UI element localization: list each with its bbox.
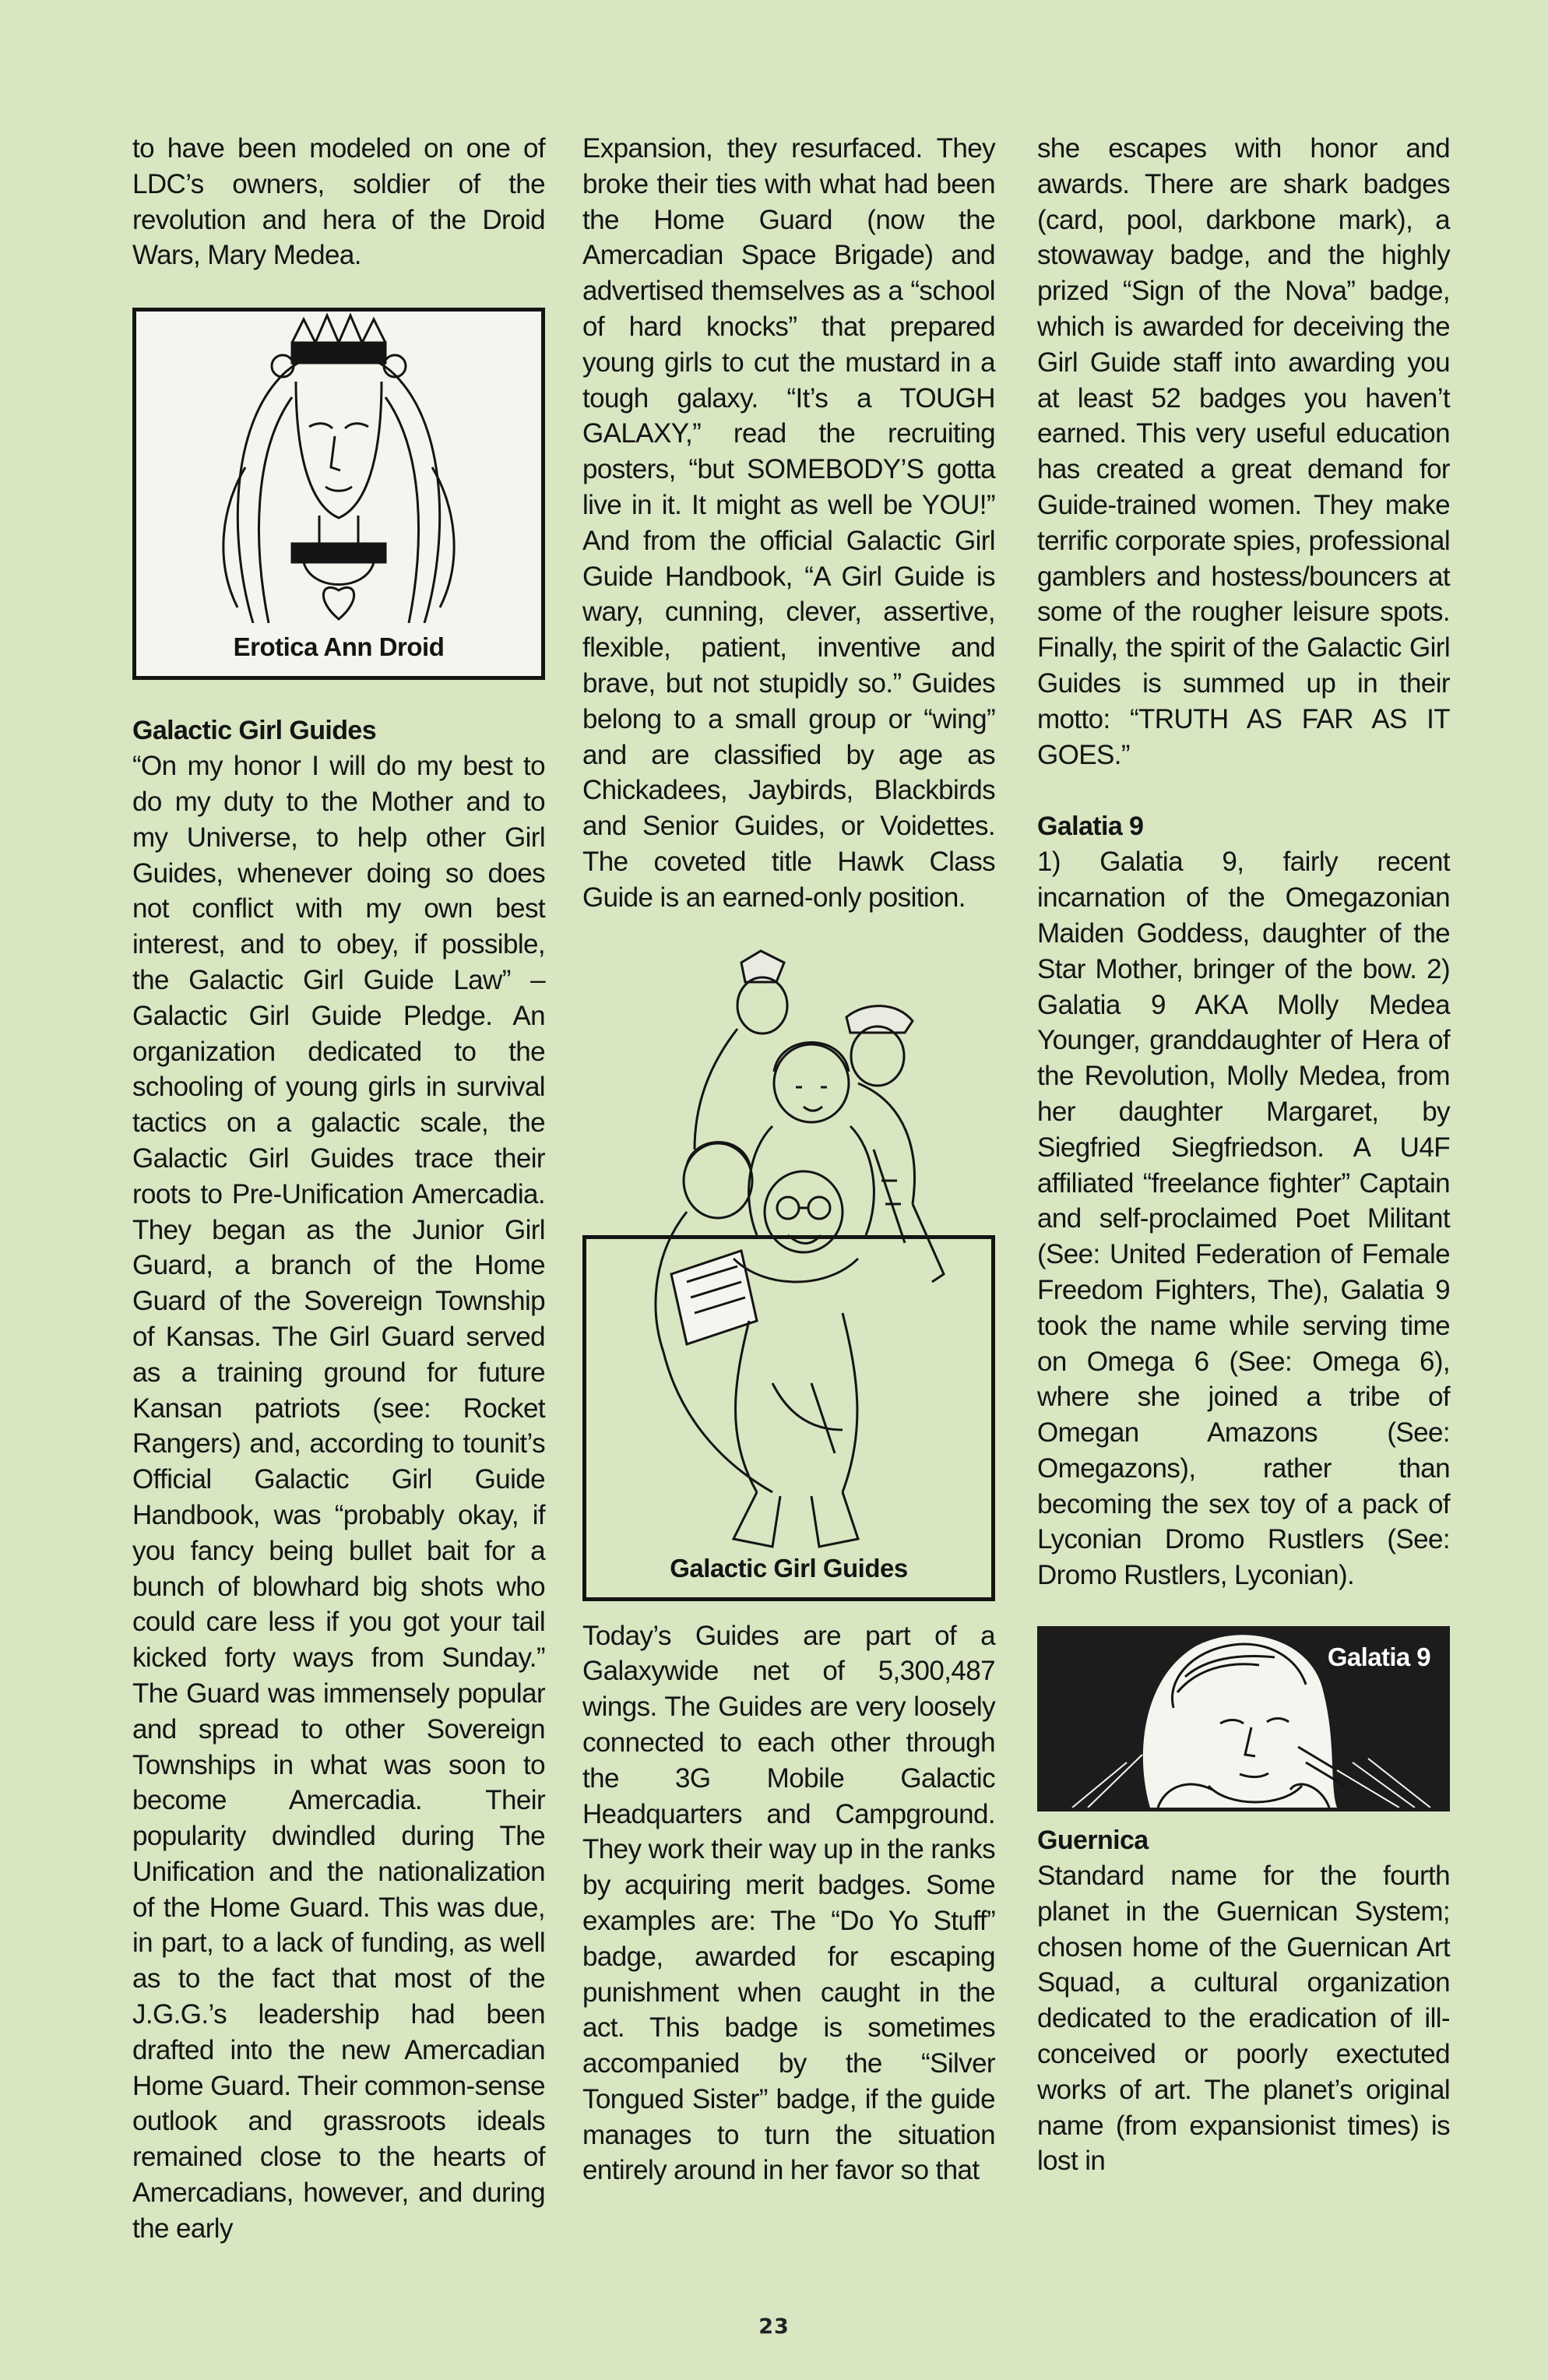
figure-caption: Galatia 9 bbox=[1327, 1642, 1430, 1672]
col3-paragraph-3: Standard name for the fourth planet in the Guernican System; chosen home of the Guernican Art Squad, a cultural organization dedicated to the eradication of ill-conceived or poorly exectuted works of art. The planet’s original name (from expansionist times) is lost in bbox=[1037, 1861, 1450, 2177]
section-heading-guernica: Guernica bbox=[1037, 1825, 1149, 1856]
col1-paragraph-1: to have been modeled on one of LDC’s owners, soldier of the revolution and hera of the Droid Wars, Mary Medea. bbox=[132, 133, 545, 271]
column-1 bbox=[132, 131, 545, 2247]
erotica-ann-droid-illustration bbox=[136, 312, 541, 623]
section-heading-galactic-girl-guides: Galactic Girl Guides bbox=[132, 716, 377, 746]
col1-paragraph-2: “On my honor I will do my best to do my duty to the Mother and to my Universe, to help other Girl Guides, whenever doing so does not conflict with my own best interest, and to obey, if possible, the Galactic Girl Guide Law” – Galactic Girl Guide Pledge. An organization dedicated to the schooling of young girls in survival tactics on a galactic scale, the Galactic Girl Guides trace their roots to Pre-Unification Amercadia. They began as the Junior Girl Guard, a branch of the Home Guard of the Sovereign Township of Kansas. The Girl Guard served as a training ground for future Kansan patriots (see: Rocket Rangers) and, according to tounit’s Official Galactic Girl Guide Handbook, was “probably okay, if you fancy being bullet bait for a bunch of blowhard big shots who could care less if you got your tail kicked forty ways from Sunday.” The Guard was immensely popular and spread to other Sovereign Townships in what was soon to become Amercadia. Their popularity dwindled during The Unification and the nationalization of the Home Guard. This was due, in part, to a lack of funding, as well as to the fact that most of the J.G.G.’s leadership had been drafted into the new Amercadian Home Guard. Their common-sense outlook and grassroots ideals remained close to the hearts of Amercadians, however, and during the early bbox=[132, 751, 545, 2244]
figure-erotica-ann-droid bbox=[132, 308, 545, 680]
figure-galactic-girl-guides bbox=[582, 1235, 995, 1601]
figure-caption: Galactic Girl Guides bbox=[670, 1553, 908, 1583]
column-2 bbox=[582, 131, 995, 2188]
figure-galatia-9 bbox=[1037, 1626, 1450, 1811]
page-number: 23 bbox=[758, 2315, 790, 2339]
figure-caption: Erotica Ann Droid bbox=[233, 632, 445, 662]
figure-guides-wrapper bbox=[582, 947, 995, 1617]
col3-paragraph-2: 1) Galatia 9, fairly recent incarnation of the Omegazonian Maiden Goddess, daughter of the Star Mother, bringer of the bow. 2) Galatia 9 AKA Molly Medea Younger, granddaughter of Hera of the Revolution, Molly Medea, from her daughter Margaret, by Siegfried Siegfriedson. A U4F affiliated “freelance fighter” Captain and self-proclaimed Poet Militant (See: United Federation of Female Freedom Fighters, The), Galatia 9 took the name while serving time on Omega 6 (See: Omega 6), where she joined a tribe of Omegan Amazons (See: Omegazons), rather than becoming the sex toy of a pack of Lyconian Dromo Rustlers (See: Dromo Rustlers, Lyconian). bbox=[1037, 847, 1450, 1591]
section-heading-galatia-9: Galatia 9 bbox=[1037, 812, 1144, 842]
col2-paragraph-1: Expansion, they resurfaced. They broke their ties with what had been the Home Guard (now the Amercadian Space Brigade) and advertised themselves as a “school of hard knocks” that prepared young girls to cut the mustard in a tough galaxy. “It’s a TOUGH GALAXY,” read the recruiting posters, “but SOMEBODY’S gotta live in it. It might as well be YOU!” And from the official Galactic Girl Guide Handbook, “A Girl Guide is wary, cunning, clever, assertive, flexible, patient, inventive and brave, but not stupidly so.” Guides belong to a small group or “wing” and are classified by age as Chickadees, Jaybirds, Blackbirds and Senior Guides, or Voidettes. The coveted title Hawk Class Guide is an earned-only position. bbox=[582, 133, 995, 913]
col2-paragraph-2: Today’s Guides are part of a Galaxywide net of 5,300,487 wings. The Guides are very loosely connected to each other through the 3G Mobile Galactic Headquarters and Campground. They work their way up in the ranks by acquiring merit badges. Some examples are: The “Do Yo Stuff” badge, awarded for escaping punishment when caught in the act. This badge is sometimes accompanied by the “Silver Tongued Sister” badge, if the guide manages to turn the situation entirely around in her favor so that bbox=[582, 1620, 995, 2186]
col3-paragraph-1: she escapes with honor and awards. There are shark badges (card, pool, darkbone mark), a stowaway badge, and the highly prized “Sign of the Nova” badge, which is awarded for deceiving the Girl Guide staff into awarding you at least 52 badges you haven’t earned. This very useful education has created a great demand for Guide-trained women. They make terrific corporate spies, professional gamblers and hostess/bouncers at some of the rougher leisure spots. Finally, the spirit of the Galactic Girl Guides is summed up in their motto: “TRUTH AS FAR AS IT GOES.” bbox=[1037, 133, 1450, 770]
column-3 bbox=[1037, 131, 1450, 2179]
